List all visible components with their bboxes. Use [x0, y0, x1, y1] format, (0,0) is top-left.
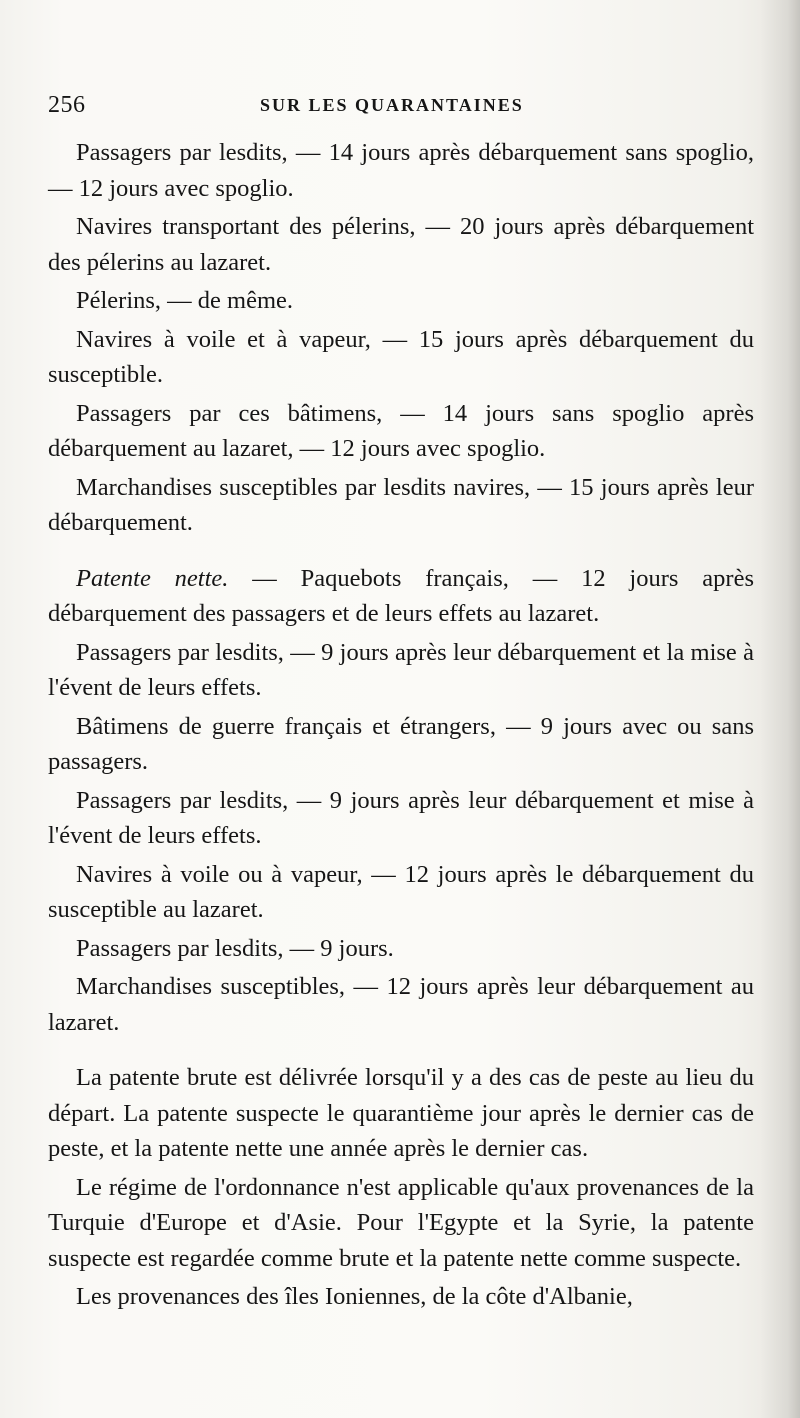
paragraph: Le régime de l'ordonnance n'est applicable qu'aux provenances de la Turquie d'Europe et d'Asie. Pour l'Egypte et la Syrie, la patente suspecte est regardée comme brute et la patente nette comme suspecte.: [48, 1173, 754, 1272]
page-header: [48, 92, 748, 122]
italic-heading: Patente nette.: [76, 564, 229, 592]
paragraph: Pélerins, — de même.: [76, 287, 294, 314]
paragraph: Les provenances des îles Ioniennes, de la côte d'Albanie,: [76, 1283, 633, 1310]
paragraph: Passagers par lesdits, — 9 jours après leur débarquement et la mise à l'évent de leurs effets.: [48, 638, 754, 701]
page-gutter-shadow: [760, 0, 800, 1418]
paragraph: Marchandises susceptibles par lesdits navires, — 15 jours après leur débarquement.: [48, 473, 754, 536]
paragraph: La patente brute est délivrée lorsqu'il y a des cas de peste au lieu du départ. La patente suspecte le quarantième jour après le dernier cas de peste, et la patente nette une année après le dernier cas.: [48, 1064, 754, 1162]
paragraph: Navires à voile ou à vapeur, — 12 jours après le débarquement du susceptible au lazaret.: [48, 860, 754, 923]
paragraph: [48, 561, 754, 632]
body-text: [48, 135, 754, 1315]
paragraph: Marchandises susceptibles, — 12 jours après leur débarquement au lazaret.: [48, 973, 754, 1036]
paragraph: Passagers par lesdits, — 9 jours après leur débarquement et mise à l'évent de leurs effets.: [48, 786, 754, 849]
paragraph: Passagers par ces bâtimens, — 14 jours sans spoglio après débarquement au lazaret, — 12 jours avec spoglio.: [48, 399, 754, 462]
paragraph: Passagers par lesdits, — 14 jours après débarquement sans spoglio, — 12 jours avec spoglio.: [48, 139, 754, 202]
paragraph: Passagers par lesdits, — 9 jours.: [76, 934, 394, 962]
paragraph: Bâtimens de guerre français et étrangers, — 9 jours avec ou sans passagers.: [48, 712, 754, 775]
paragraph: Navires transportant des pélerins, — 20 jours après débarquement des pélerins au lazaret.: [48, 213, 754, 276]
page-number: 256: [48, 92, 86, 118]
running-title: SUR LES QUARANTAINES: [260, 95, 524, 115]
paragraph: Navires à voile et à vapeur, — 15 jours après débarquement du susceptible.: [48, 325, 754, 388]
paragraph-text: — Paquebots français, — 12 jours après débarquement des passagers et de leurs effets au lazaret.: [48, 564, 754, 627]
